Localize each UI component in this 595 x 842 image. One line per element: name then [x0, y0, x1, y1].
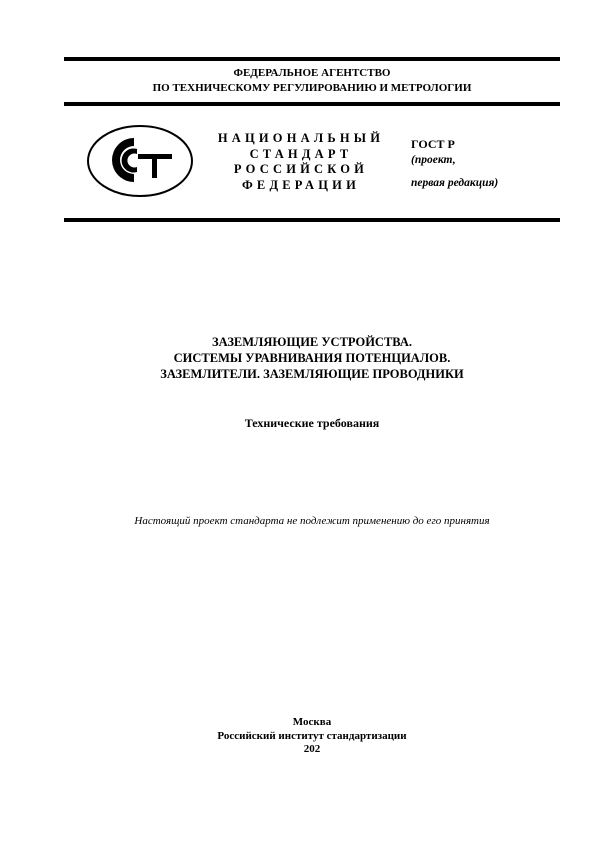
document-subtitle: Технические требования	[244, 416, 380, 430]
agency-line-1: ФЕДЕРАЛЬНОЕ АГЕНТСТВО	[233, 67, 391, 79]
document-title	[64, 334, 560, 382]
standard-designation: ГОСТ Р	[411, 137, 455, 151]
draft-notice: Настоящий проект стандарта не подлежит применению до его принятия	[134, 515, 490, 527]
gost-r-logo-icon	[86, 124, 194, 198]
national-standard-line-3: РОССИЙСКОЙ	[233, 162, 369, 176]
publication-info	[64, 716, 560, 757]
top-divider	[64, 57, 560, 61]
title-line-2: СИСТЕМЫ УРАВНИВАНИЯ ПОТЕНЦИАЛОВ.	[173, 351, 451, 365]
title-line-3: ЗАЗЕМЛИТЕЛИ. ЗАЗЕМЛЯЮЩИЕ ПРОВОДНИКИ	[160, 367, 464, 381]
draft-status: (проект,	[411, 154, 456, 166]
national-standard-line-1: НАЦИОНАЛЬНЫЙ	[217, 131, 385, 145]
publisher-name: Российский институт стандартизации	[217, 729, 407, 742]
agency-line-2: ПО ТЕХНИЧЕСКОМУ РЕГУЛИРОВАНИЮ И МЕТРОЛОГИИ	[152, 82, 472, 94]
header-divider	[64, 102, 560, 106]
bottom-divider	[64, 218, 560, 222]
national-standard-heading	[206, 131, 396, 193]
national-standard-line-2: СТАНДАРТ	[249, 146, 353, 161]
edition-note: первая редакция)	[411, 177, 499, 189]
agency-name	[64, 66, 560, 96]
title-line-1: ЗАЗЕМЛЯЮЩИЕ УСТРОЙСТВА.	[212, 335, 412, 349]
publication-year: 202	[303, 743, 321, 755]
national-standard-line-4: ФЕДЕРАЦИИ	[241, 177, 361, 192]
publication-city: Москва	[292, 716, 332, 728]
